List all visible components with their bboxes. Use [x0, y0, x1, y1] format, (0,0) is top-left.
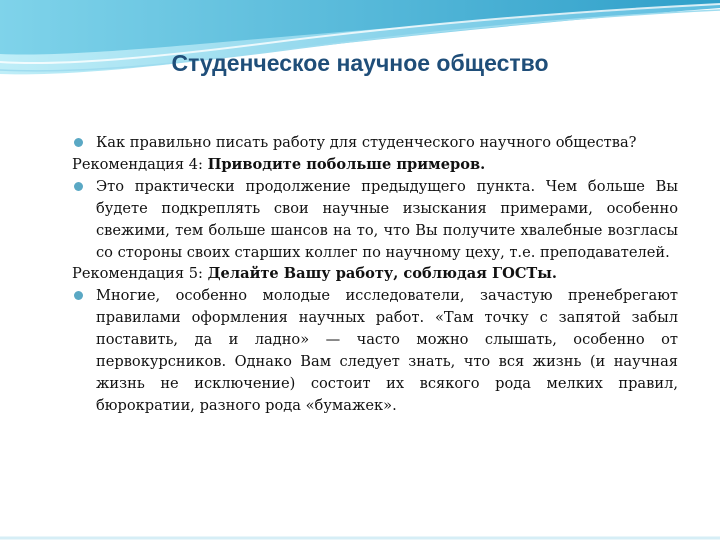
bullet-icon: [74, 291, 83, 300]
bullet-text: Многие, особенно молодые исследователи, зачастую пренебрегают правилами оформления научных работ. «Там точку с запятой забыл поставить, да и ладно» — часто можно слышать, особенно от первокурсников. Однако Вам следует знать, что вся жизнь (и научная жизнь не исключение) состоит их всякого рода мелких правил, бюрократии, разного рода «бумажек».: [96, 287, 678, 414]
bullet-item-examples: [72, 176, 678, 264]
recommendation-label: Рекомендация 4:: [72, 155, 208, 173]
bullet-text: Как правильно писать работу для студенческого научного общества?: [96, 134, 637, 151]
bullet-icon: [74, 138, 83, 147]
bullet-item-gost: [72, 285, 678, 416]
bullet-icon: [74, 182, 83, 191]
recommendation-4: [72, 154, 678, 176]
recommendation-text: Делайте Вашу работу, соблюдая ГОСТы.: [207, 265, 558, 283]
bullet-item-question: [72, 132, 678, 154]
slide-title: Студенческое научное общество: [171, 50, 549, 76]
slide-body: [72, 132, 678, 417]
recommendation-text: Приводите побольше примеров.: [207, 155, 486, 173]
recommendation-5: [72, 263, 678, 285]
recommendation-label: Рекомендация 5:: [72, 265, 208, 283]
bullet-text: Это практически продолжение предыдущего пункта. Чем больше Вы будете подкреплять свои научные изыскания примерами, особенно свежими, тем больше шансов на то, что Вы получите хвалебные возгласы со стороны своих старших коллег по научному цеху, т.е. преподавателей.: [96, 177, 678, 261]
